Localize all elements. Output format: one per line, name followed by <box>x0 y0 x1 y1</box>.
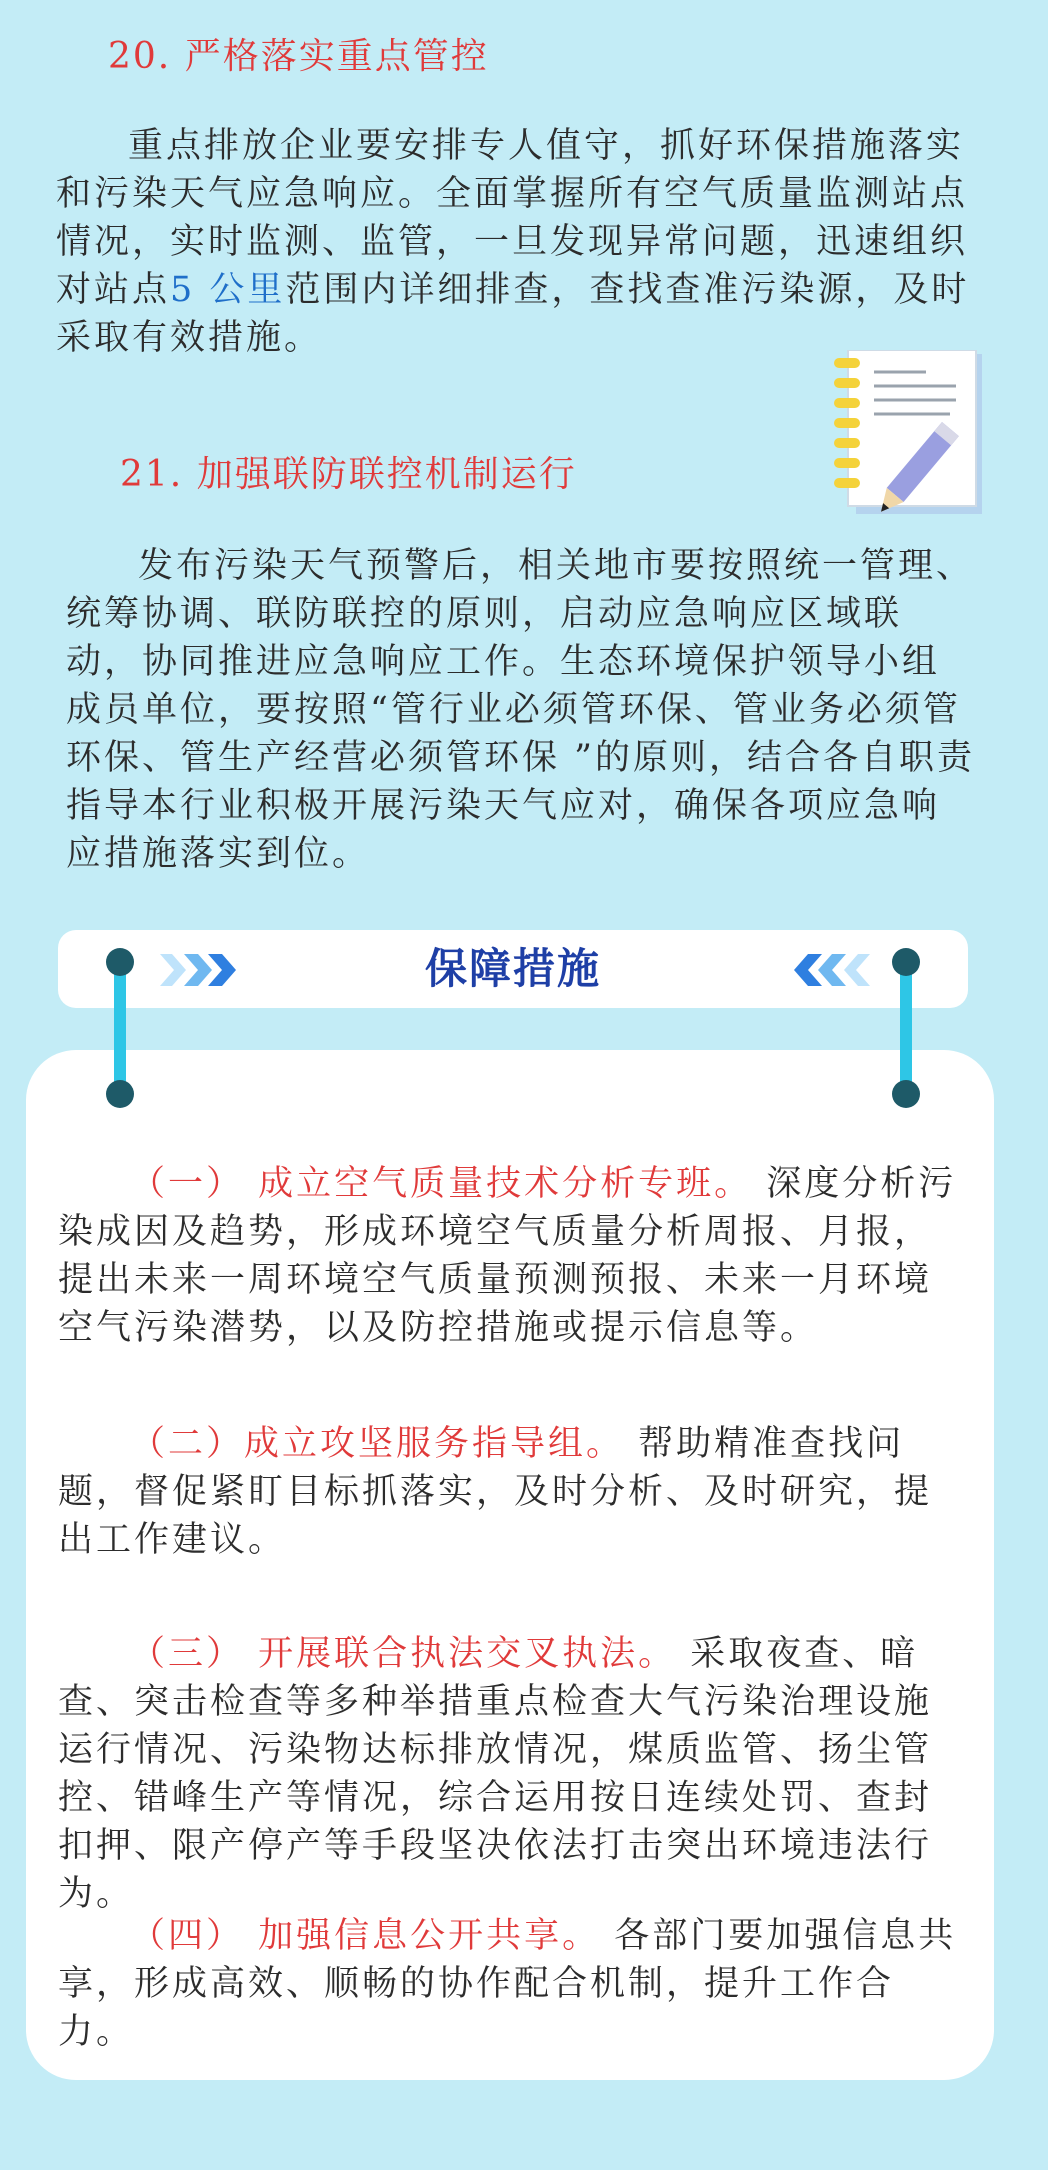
measure-text: 帮助精准查找问题，督促紧盯目标抓落实，及时分析、及时研究，提出工作建议。 <box>58 1424 933 1560</box>
section-20-text-b: 范围内详细排查，查找查准污染源，及时采取有效措施。 <box>56 270 970 358</box>
measure-item <box>58 1420 968 1564</box>
measure-text: 深度分析污染成因及趋势，形成环境空气质量分析周报、月报，提出未来一周环境空气质量预测预报、未来一月环境空气污染潜势，以及防控措施或提示信息等。 <box>58 1164 957 1348</box>
section-21-body: 发布污染天气预警后，相关地市要按照统一管理、统筹协调、联防联控的原则，启动应急响应区域联动，协同推进应急响应工作。生态环境保护领导小组成员单位，要按照“管行业必须管环保、管业务必须管环保、管生产经营必须管环保 ”的原则，结合各自职责指导本行业积极开展污染天气应对，确保各项应急响应措施落实到位。 <box>66 546 976 874</box>
measure-item <box>58 1630 968 1918</box>
chevron-left-icon <box>780 950 870 990</box>
right-pole <box>886 948 926 1108</box>
section-21-title: 21. 加强联防联控机制运行 <box>120 454 577 495</box>
banner-title: 保障措施 <box>424 944 601 993</box>
notebook-pencil-icon <box>830 350 1002 518</box>
measure-item <box>58 1160 968 1352</box>
measure-label: （二）成立攻坚服务指导组。 <box>130 1424 625 1464</box>
section-20-title: 20. 严格落实重点管控 <box>108 36 489 77</box>
section-20-text-a: 重点排放企业要安排专人值守，抓好环保措施落实和污染天气应急响应。全面掌握所有空气质量监测站点情况，实时监测、监管，一旦发现异常问题，迅速组织对站点 <box>56 126 969 310</box>
section-banner <box>58 930 968 1008</box>
left-pole <box>100 948 140 1108</box>
chevron-right-icon <box>160 950 250 990</box>
distance-highlight: 5 公里 <box>170 270 286 310</box>
measure-label: （一） 成立空气质量技术分析专班。 <box>130 1164 753 1204</box>
measure-label: （三） 开展联合执法交叉执法。 <box>130 1634 677 1674</box>
measure-text: 采取夜查、暗查、突击检查等多种举措重点检查大气污染治理设施运行情况、污染物达标排放情况，煤质监管、扬尘管控、错峰生产等情况，综合运用按日连续处罚、查封扣押、限产停产等手段坚决依法打击突出环境违法行为。 <box>58 1634 933 1914</box>
measure-text: 各部门要加强信息共享，形成高效、顺畅的协作配合机制，提升工作合力。 <box>58 1916 957 2052</box>
section-20-body <box>56 122 974 362</box>
measure-item <box>58 1912 968 2056</box>
measure-label: （四） 加强信息公开共享。 <box>130 1916 601 1956</box>
